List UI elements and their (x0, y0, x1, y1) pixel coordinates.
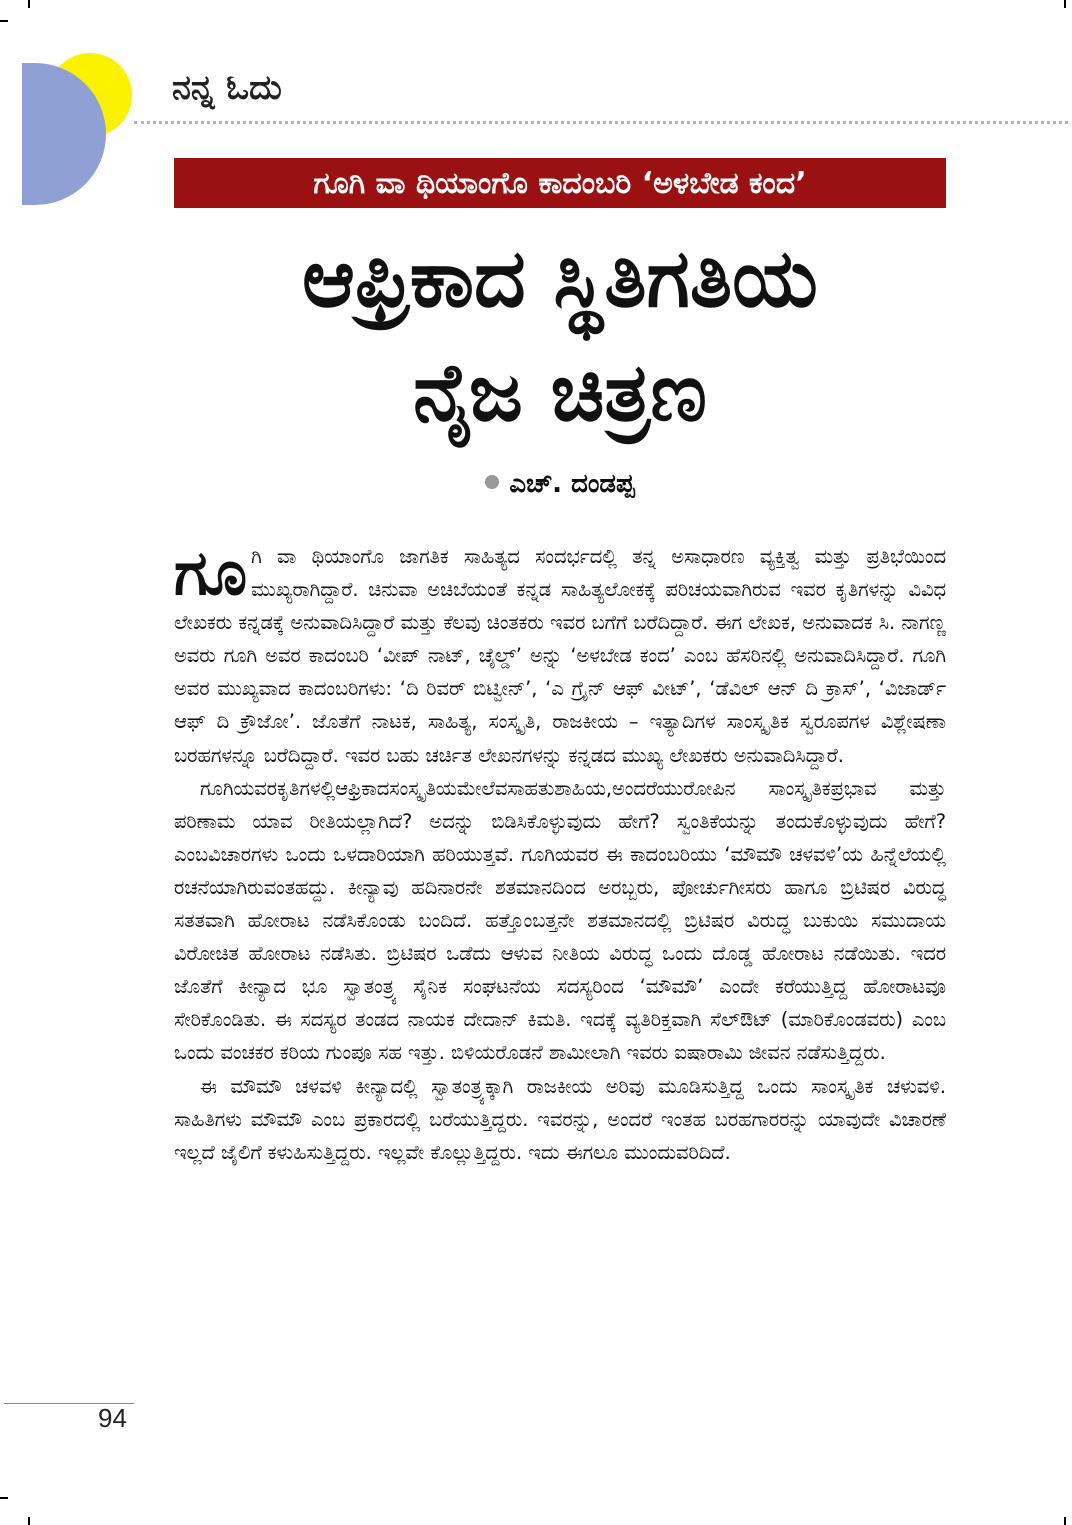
headline-line-1: ಆಫ್ರಿಕಾದ ಸ್ಥಿತಿಗತಿಯ (302, 232, 818, 325)
headline (150, 222, 970, 450)
dotted-divider (134, 121, 1068, 124)
page-number: 94 (98, 1403, 127, 1433)
article-paragraph (174, 536, 946, 772)
crop-mark (0, 20, 8, 22)
crop-mark (1064, 0, 1066, 8)
section-label: ನನ್ನ ಓದು (172, 68, 282, 108)
headline-line-2: ನೈಜ ಚಿತ್ರಣ (413, 346, 707, 439)
crop-mark (28, 0, 30, 8)
banner-title: ಗೂಗಿ ವಾ ಥಿಯಾಂಗೊ ಕಾದಂಬರಿ ‘ಅಳಬೇಡ ಕಂದ’ (174, 158, 946, 208)
author-name: ಎಚ್. ದಂಡಪ್ಪ (509, 469, 635, 499)
article-body (174, 536, 946, 1169)
byline (150, 462, 970, 506)
bullet-dot-icon (485, 475, 499, 489)
drop-cap: ಗೂ (174, 536, 248, 609)
crop-mark (28, 1517, 30, 1525)
crop-mark (1064, 1517, 1066, 1525)
article-paragraph: ಗೂಗಿಯವರಕೃತಿಗಳಲ್ಲಿಆಫ್ರಿಕಾದಸಂಸ್ಕೃತಿಯಮೇಲೆವಸಾಹತುಶಾಹಿಯ,ಅಂದರೆಯುರೋಪಿನ ಸಾಂಸ್ಕೃತಿಕಪ್ರಭಾವ ಮತ್ತು ಪರಿಣಾಮ ಯಾವ ರೀತಿಯಲ್ಲಾಗಿದೆ? ಅದನ್ನು ಬಿಡಿಸಿಕೊಳ್ಳುವುದು ಹೇಗೆ? ಸ್ವಂತಿಕೆಯನ್ನು ತಂದುಕೊಳ್ಳುವುದು ಹೇಗೆ? ಎಂಬವಿಚಾರಗಳು ಒಂದು ಒಳದಾರಿಯಾಗಿ ಹರಿಯುತ್ತವೆ. ಗೂಗಿಯವರ ಈ ಕಾದಂಬರಿಯು ‘ಮೌಮೌ ಚಳವಳಿ’ಯ ಹಿನ್ನೆಲೆಯಲ್ಲಿ ರಚನೆಯಾಗಿರುವಂತಹದ್ದು. ಕೀನ್ಯಾವು ಹದಿನಾರನೇ ಶತಮಾನದಿಂದ ಅರಬ್ಬರು, ಪೋರ್ಚುಗೀಸರು ಹಾಗೂ ಬ್ರಿಟಿಷರ ವಿರುದ್ಧ ಸತತವಾಗಿ ಹೋರಾಟ ನಡೆಸಿಕೊಂಡು ಬಂದಿದೆ. ಹತ್ತೊಂಬತ್ತನೇ ಶತಮಾನದಲ್ಲಿ ಬ್ರಿಟಿಷರ ವಿರುದ್ಧ ಬುಕುಯಿ ಸಮುದಾಯ ವಿರೋಚಿತ ಹೋರಾಟ ನಡೆಸಿತು. ಬ್ರಿಟಿಷರ ಒಡೆದು ಆಳುವ ನೀತಿಯ ವಿರುದ್ಧ ಒಂದು ದೊಡ್ಡ ಹೋರಾಟ ನಡೆಯಿತು. ಇದರ ಜೊತೆಗೆ ಕೀನ್ಯಾದ ಭೂ ಸ್ವಾತಂತ್ರ್ಯ ಸೈನಿಕ ಸಂಘಟನೆಯ ಸದಸ್ಯರಿಂದ ‘ಮೌಮೌ’ ಎಂದೇ ಕರೆಯುತ್ತಿದ್ದ ಹೋರಾಟವೂ ಸೇರಿಕೊಂಡಿತು. ಈ ಸದಸ್ಯರ ತಂಡದ ನಾಯಕ ದೇದಾನ್ ಕಿಮತಿ. ಇದಕ್ಕೆ ವ್ಯತಿರಿಕ್ತವಾಗಿ ಸೆಲ್‌ಔಟ್ (ಮಾರಿಕೊಂಡವರು) ಎಂಬ ಒಂದು ವಂಚಕರ ಕರಿಯ ಗುಂಪೂ ಸಹ ಇತ್ತು. ಬಿಳಿಯರೊಡನೆ ಶಾಮೀಲಾಗಿ ಇವರು ಐಷಾರಾಮಿ ಜೀವನ ನಡೆಸುತ್ತಿದ್ದರು. (174, 776, 946, 1065)
paragraph-text: ಗಿ ವಾ ಥಿಯಾಂಗೊ ಜಾಗತಿಕ ಸಾಹಿತ್ಯದ ಸಂದರ್ಭದಲ್ಲಿ ತನ್ನ ಅಸಾಧಾರಣ ವ್ಯಕ್ತಿತ್ವ ಮತ್ತು ಪ್ರತಿಭೆಯಿಂದ ಮುಖ್ಯರಾಗಿದ್ದಾರೆ. ಚಿನುವಾ ಅಚಿಬೆಯಂತೆ ಕನ್ನಡ ಸಾಹಿತ್ಯಲೋಕಕ್ಕೆ ಪರಿಚಯವಾಗಿರುವ ಇವರ ಕೃತಿಗಳನ್ನು ವಿವಿಧ ಲೇಖಕರು ಕನ್ನಡಕ್ಕೆ ಅನುವಾದಿಸಿದ್ದಾರೆ ಮತ್ತು ಕೆಲವು ಚಿಂತಕರು ಇವರ ಬಗೆಗೆ ಬರೆದಿದ್ದಾರೆ. ಈಗ ಲೇಖಕ, ಅನುವಾದಕ ಸಿ. ನಾಗಣ್ಣ ಅವರು ಗೂಗಿ ಅವರ ಕಾದಂಬರಿ ‘ವೀಪ್ ನಾಟ್, ಚೈಲ್ಡ್’ ಅನ್ನು ‘ಅಳಬೇಡ ಕಂದ’ ಎಂಬ ಹೆಸರಿನಲ್ಲಿ ಅನುವಾದಿಸಿದ್ದಾರೆ. ಗೂಗಿ ಅವರ ಮುಖ್ಯವಾದ ಕಾದಂಬರಿಗಳು: ‘ದಿ ರಿವರ್ ಬಿಟ್ವೀನ್’, ‘ಎ ಗ್ರೈನ್ ಆಫ್ ವೀಟ್’, ‘ಡೆವಿಲ್ ಆನ್ ದಿ ಕ್ರಾಸ್’, ‘ವಿಜಾರ್ಡ್ ಆಫ್ ದಿ ಕ್ರೌಜೋ’. ಜೊತೆಗೆ ನಾಟಕ, ಸಾಹಿತ್ಯ, ಸಂಸ್ಕೃತಿ, ರಾಜಕೀಯ – ಇತ್ಯಾದಿಗಳ ಸಾಂಸ್ಕೃತಿಕ ಸ್ವರೂಪಗಳ ವಿಶ್ಲೇಷಣಾ ಬರಹಗಳನ್ನೂ ಬರೆದಿದ್ದಾರೆ. ಇವರ ಬಹು ಚರ್ಚಿತ ಲೇಖನಗಳನ್ನು ಕನ್ನಡದ ಮುಖ್ಯ ಲೇಖಕರು ಅನುವಾದಿಸಿದ್ದಾರೆ. (174, 545, 946, 767)
crop-mark (0, 1497, 8, 1499)
article-paragraph: ಈ ಮೌಮೌ ಚಳವಳಿ ಕೀನ್ಯಾದಲ್ಲಿ ಸ್ವಾತಂತ್ರ್ಯಕ್ಕಾಗಿ ರಾಜಕೀಯ ಅರಿವು ಮೂಡಿಸುತ್ತಿದ್ದ ಒಂದು ಸಾಂಸ್ಕೃತಿಕ ಚಳುವಳಿ. ಸಾಹಿತಿಗಳು ಮೌಮೌ ಎಂಬ ಪ್ರಕಾರದಲ್ಲಿ ಬರೆಯುತ್ತಿದ್ದರು. ಇವರನ್ನು, ಅಂದರೆ ಇಂತಹ ಬರಹಗಾರರನ್ನು ಯಾವುದೇ ವಿಚಾರಣೆ ಇಲ್ಲದೆ ಜೈಲಿಗೆ ಕಳುಹಿಸುತ್ತಿದ್ದರು. ಇಲ್ಲವೇ ಕೊಲ್ಲುತ್ತಿದ್ದರು. ಇದು ಈಗಲೂ ಮುಂದುವರಿದಿದೆ. (174, 1074, 946, 1164)
